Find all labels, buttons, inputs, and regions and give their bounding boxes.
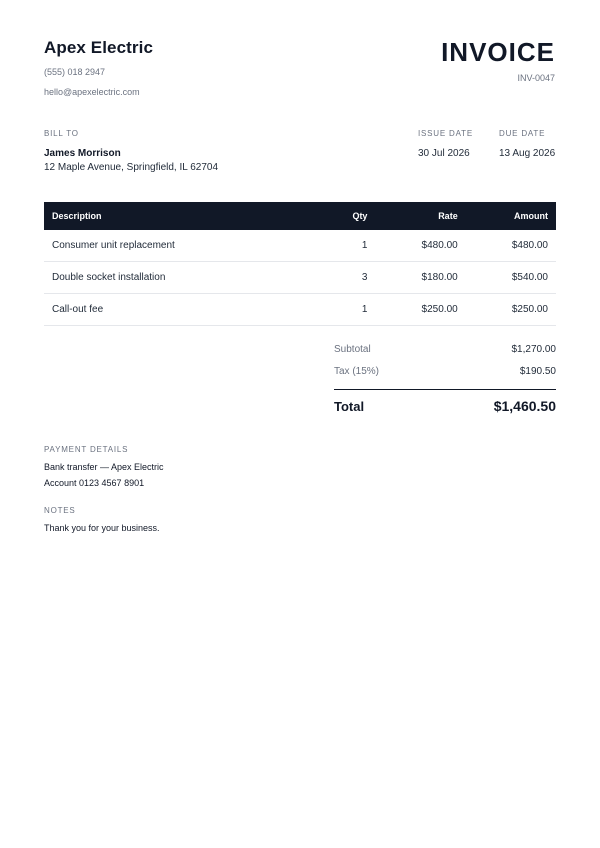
payment-details-label: PAYMENT DETAILS [44,445,129,454]
company-phone: (555) 018 2947 [44,67,106,77]
header-description: Description [52,211,102,221]
notes-label: NOTES [44,506,76,515]
header-qty: Qty [352,211,368,221]
bill-to-name: James Morrison [44,148,121,159]
row-amount: $250.00 [466,294,556,326]
row-qty: 3 [319,262,375,294]
bill-to-address: 12 Maple Avenue, Springfield, IL 62704 [44,162,219,173]
subtotal-row [334,338,556,360]
grand-total-row [334,390,556,422]
header-rate: Rate [438,211,458,221]
row-description: Call-out fee [44,294,319,326]
payment-account: Account 0123 4567 8901 [44,478,145,488]
totals-block [334,338,556,422]
subtotal-label: Subtotal [334,343,371,355]
due-date-value: 13 Aug 2026 [499,148,556,159]
company-email: hello@apexelectric.com [44,87,140,97]
tax-row [334,360,556,382]
row-qty: 1 [319,230,375,262]
invoice-title: INVOICE [441,37,555,67]
line-items-table [44,202,556,326]
issue-date-value: 30 Jul 2026 [418,148,470,159]
row-rate: $250.00 [375,294,465,326]
row-description: Consumer unit replacement [44,230,319,262]
payment-method: Bank transfer — Apex Electric [44,462,164,472]
company-name: Apex Electric [44,38,154,57]
notes-text: Thank you for your business. [44,523,160,533]
table-row [44,262,556,294]
issue-date-label: ISSUE DATE [418,129,473,138]
bill-to-label: BILL TO [44,129,79,138]
row-rate: $180.00 [375,262,465,294]
tax-label: Tax (15%) [334,365,380,377]
table-row [44,294,556,326]
table-header-row [44,202,556,230]
due-date-label: DUE DATE [499,129,546,138]
subtotal-value: $1,270.00 [511,343,556,355]
total-value: $1,460.50 [493,398,556,414]
header-amount: Amount [514,211,548,221]
row-amount: $540.00 [466,262,556,294]
tax-value: $190.50 [519,365,556,377]
row-rate: $480.00 [375,230,465,262]
row-amount: $480.00 [466,230,556,262]
row-qty: 1 [319,294,375,326]
total-label: Total [334,398,365,414]
table-row [44,230,556,262]
row-description: Double socket installation [44,262,319,294]
invoice-number: INV-0047 [517,73,555,83]
